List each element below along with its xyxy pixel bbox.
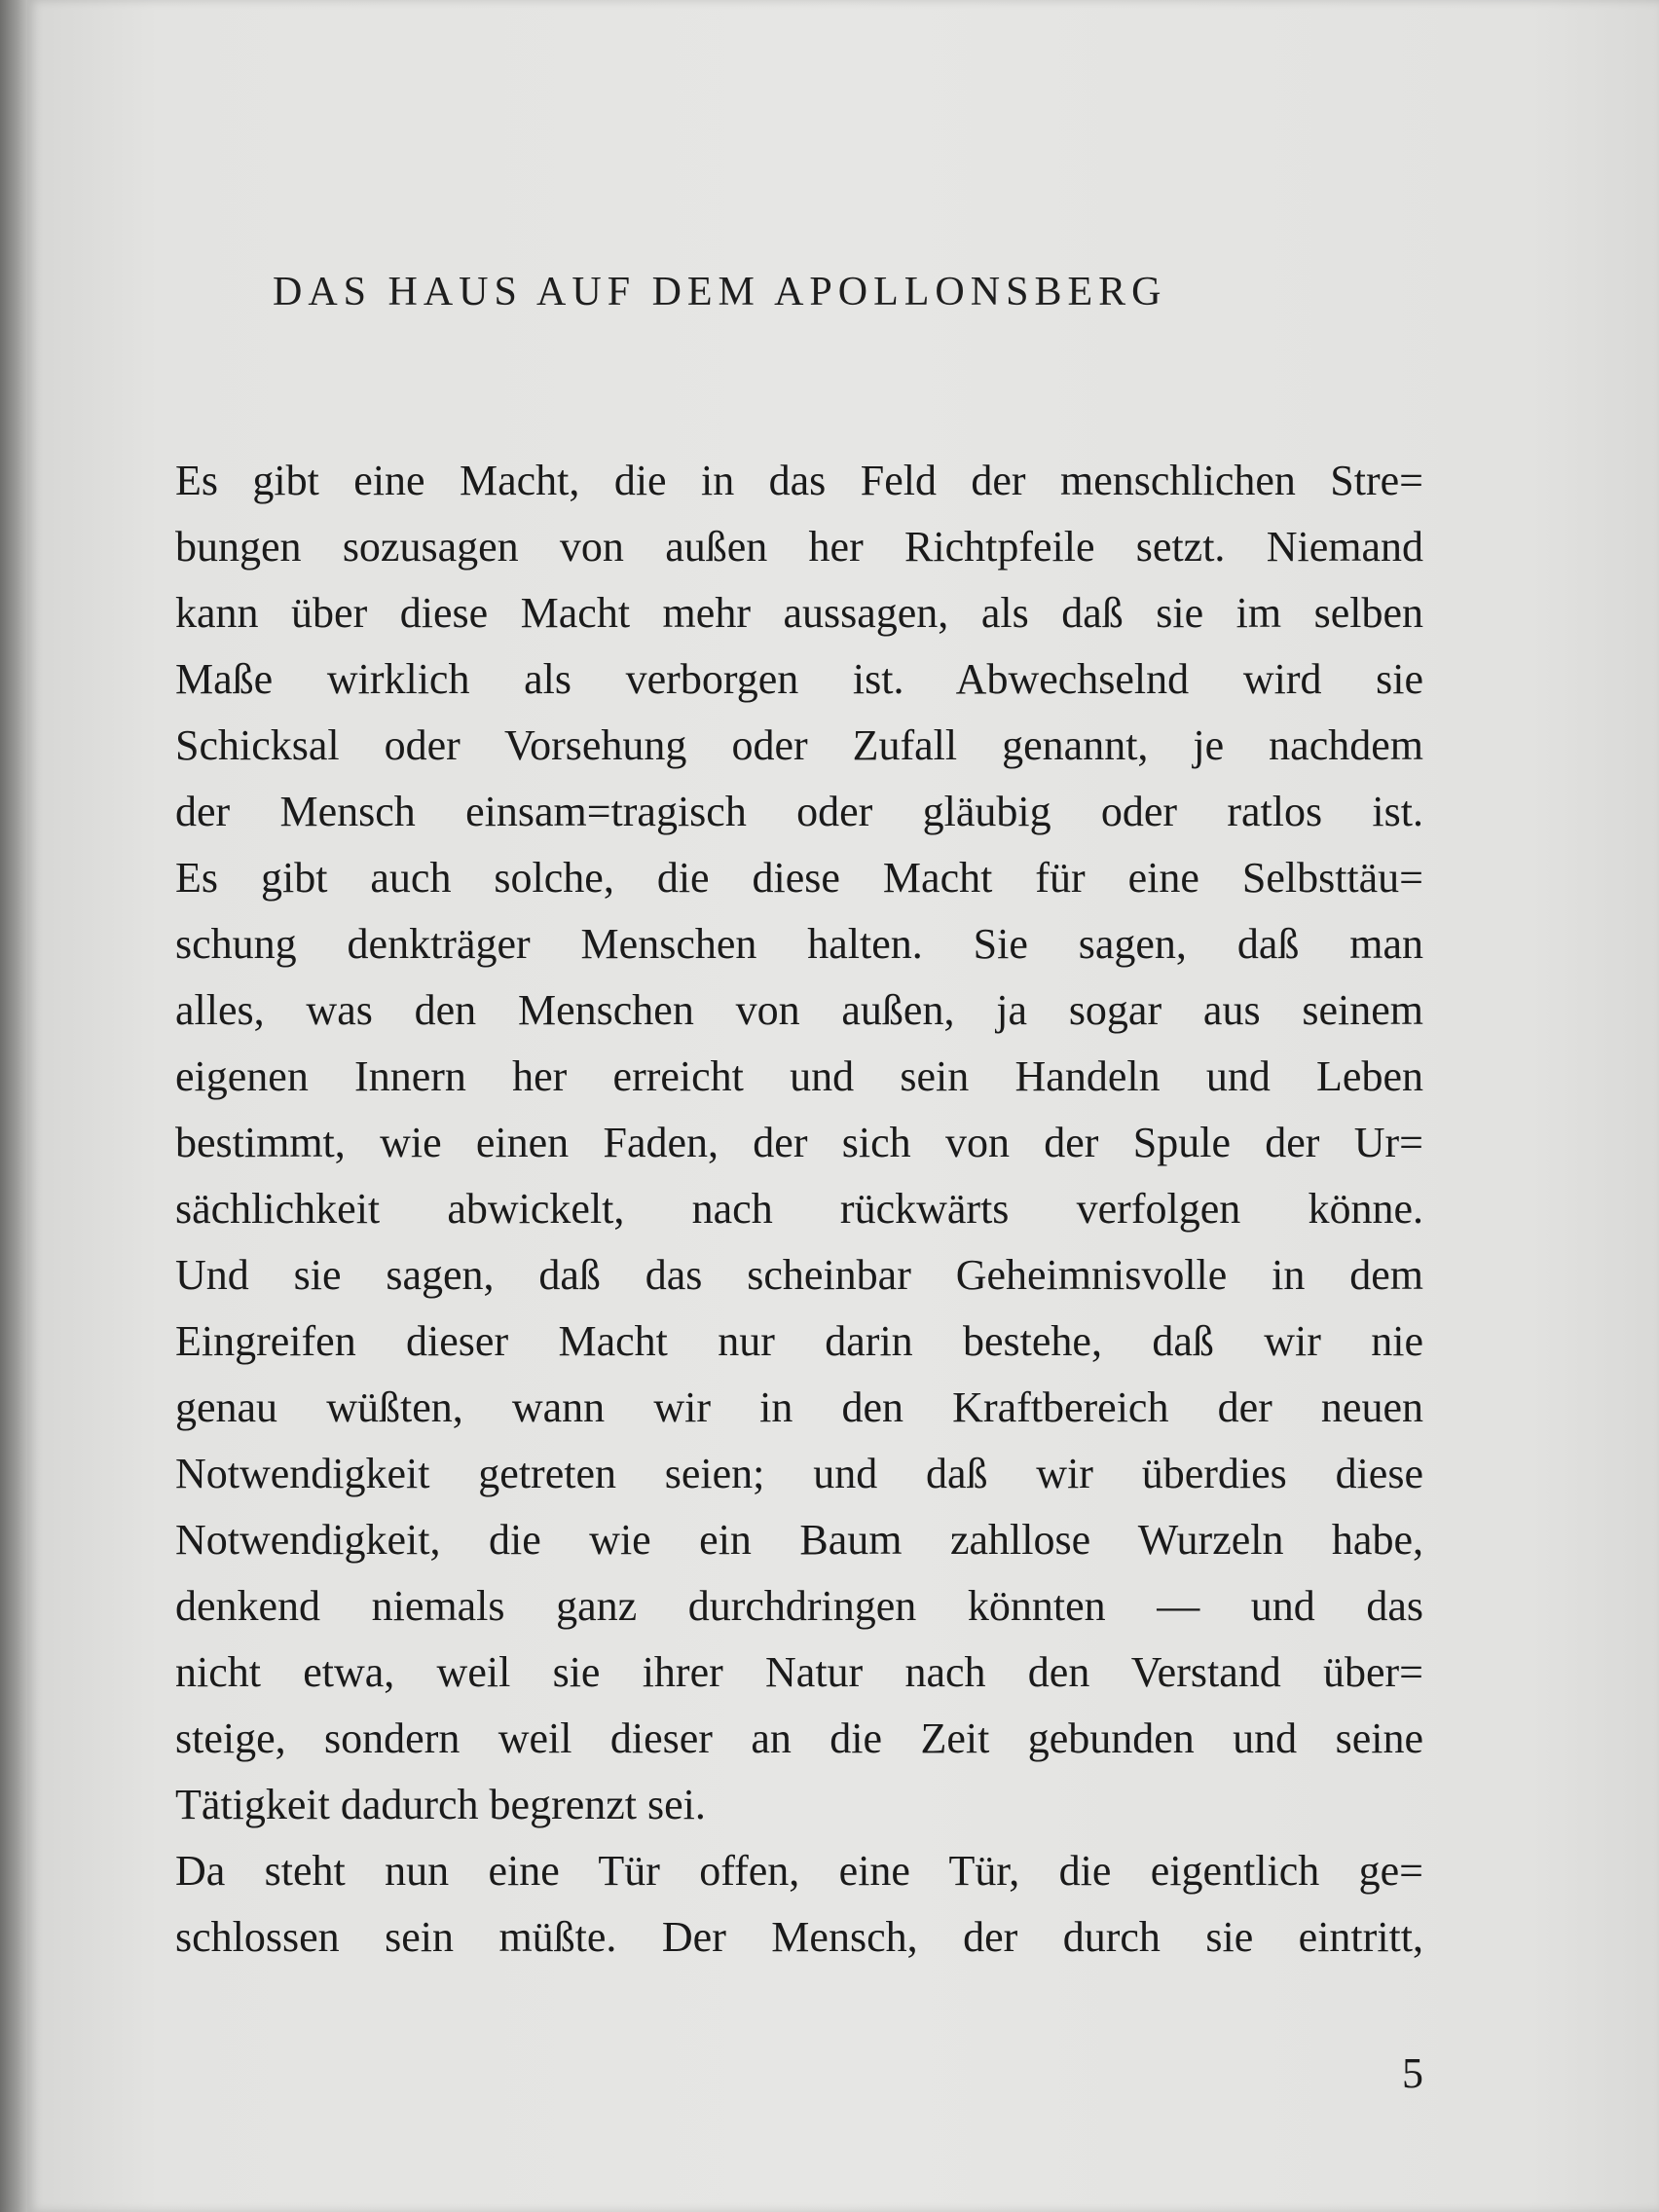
body-text [175, 448, 1423, 1971]
text-line: schlossen sein müßte. Der Mensch, der durch sie eintritt, [175, 1913, 1423, 1961]
text-line: alles, was den Menschen von außen, ja sogar aus seinem [175, 986, 1423, 1034]
text-line: genau wüßten, wann wir in den Kraftbereich der neuen [175, 1383, 1423, 1431]
text-line: Schicksal oder Vorsehung oder Zufall genannt, je nachdem [175, 721, 1423, 769]
text-line: steige, sondern weil dieser an die Zeit gebunden und seine [175, 1714, 1423, 1762]
page-number: 5 [1402, 2049, 1423, 2097]
text-line: Maße wirklich als verborgen ist. Abwechselnd wird sie [175, 655, 1423, 703]
text-line: nicht etwa, weil sie ihrer Natur nach den Verstand über= [175, 1648, 1423, 1696]
text-line: Es gibt auch solche, die diese Macht für eine Selbsttäu= [175, 854, 1423, 902]
text-line: Und sie sagen, daß das scheinbar Geheimnisvolle in dem [175, 1251, 1423, 1299]
text-line: kann über diese Macht mehr aussagen, als daß sie im selben [175, 589, 1423, 637]
text-line: Da steht nun eine Tür offen, eine Tür, die eigentlich ge= [175, 1847, 1423, 1895]
book-gutter-edge [0, 0, 27, 2212]
book-page [27, 0, 1659, 2212]
text-line: bestimmt, wie einen Faden, der sich von der Spule der Ur= [175, 1119, 1423, 1166]
text-line: Es gibt eine Macht, die in das Feld der menschlichen Stre= [175, 457, 1423, 504]
chapter-title: DAS HAUS AUF DEM APOLLONSBERG [273, 270, 1167, 314]
text-line: denkend niemals ganz durchdringen könnten — und das [175, 1582, 1423, 1630]
text-line: Eingreifen dieser Macht nur darin bestehe, daß wir nie [175, 1317, 1423, 1365]
text-line: bungen sozusagen von außen her Richtpfeile setzt. Niemand [175, 523, 1423, 571]
text-line: sächlichkeit abwickelt, nach rückwärts verfolgen könne. [175, 1185, 1423, 1233]
text-line: Tätigkeit dadurch begrenzt sei. [175, 1781, 706, 1828]
text-line: schung denkträger Menschen halten. Sie sagen, daß man [175, 920, 1423, 968]
text-line: der Mensch einsam=tragisch oder gläubig oder ratlos ist. [175, 788, 1423, 835]
text-line: Notwendigkeit getreten seien; und daß wir überdies diese [175, 1450, 1423, 1497]
text-line: eigenen Innern her erreicht und sein Handeln und Leben [175, 1052, 1423, 1100]
text-line: Notwendigkeit, die wie ein Baum zahllose Wurzeln habe, [175, 1516, 1423, 1564]
